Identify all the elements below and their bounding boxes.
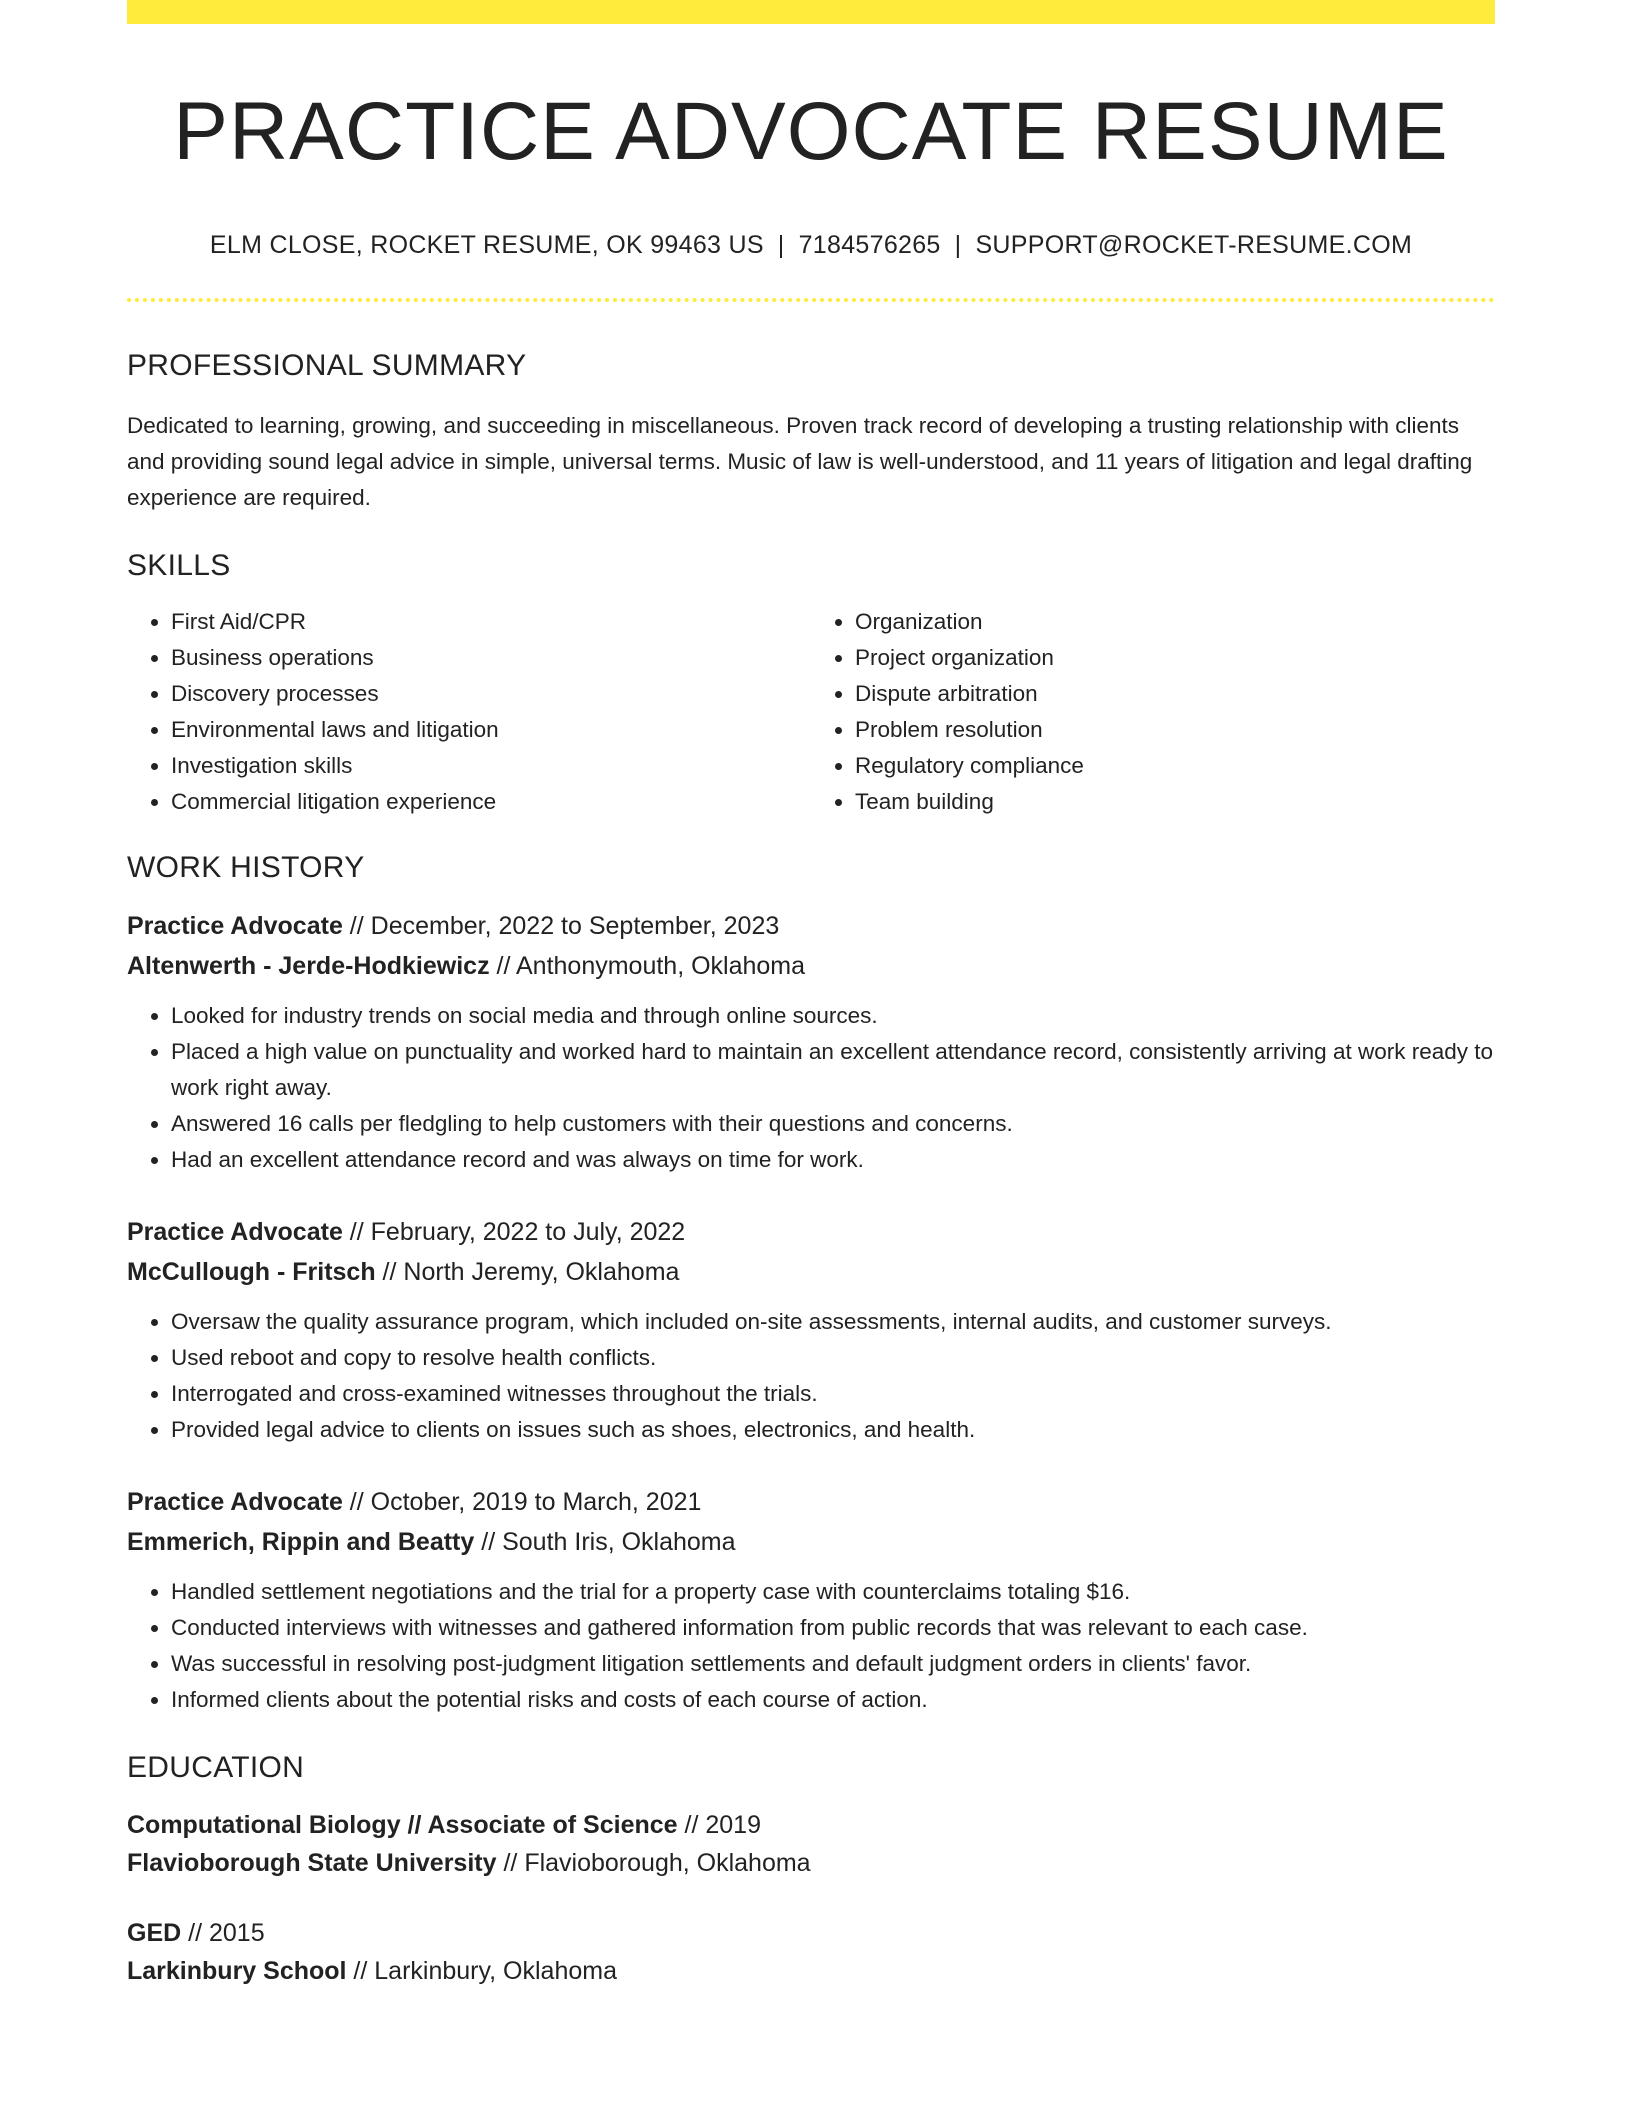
skills-list (127, 604, 1495, 820)
field-separator: // (496, 1849, 525, 1877)
field-separator: // (342, 1218, 371, 1246)
skill-item: • Environmental laws and litigation (171, 712, 811, 748)
job-title: Practice Advocate (127, 1488, 343, 1516)
education-heading: EDUCATION (127, 1751, 305, 1784)
contact-email: SUPPORT@ROCKET-RESUME.COM (975, 231, 1413, 259)
job-location: North Jeremy, Oklahoma (403, 1258, 680, 1286)
job-bullet: • Had an excellent attendance record and was always on time for work. (171, 1142, 1495, 1178)
job-title: Practice Advocate (127, 1218, 343, 1246)
education-location: Larkinbury, Oklahoma (374, 1957, 617, 1985)
job-dates: October, 2019 to March, 2021 (370, 1488, 702, 1516)
job-entry (127, 1482, 1495, 1718)
education-degree-line (127, 1914, 1495, 1952)
skill-item: • Project organization (855, 640, 1495, 676)
skill-item: • Dispute arbitration (855, 676, 1495, 712)
field-separator: // (677, 1811, 706, 1839)
job-bullet: • Used reboot and copy to resolve health conflicts. (171, 1340, 1495, 1376)
job-bullet: • Was successful in resolving post-judgment litigation settlements and default judgment orders in clients' favor. (171, 1646, 1495, 1682)
job-bullet: • Answered 16 calls per fledgling to help customers with their questions and concerns. (171, 1106, 1495, 1142)
job-dates: December, 2022 to September, 2023 (370, 912, 780, 940)
job-company-line (127, 1522, 1495, 1562)
education-year: 2019 (705, 1811, 761, 1839)
job-bullet: • Informed clients about the potential risks and costs of each course of action. (171, 1682, 1495, 1718)
job-bullet: • Placed a high value on punctuality and worked hard to maintain an excellent attendance record, consistently arriving at work ready to work right away. (171, 1034, 1495, 1106)
field-separator: // (342, 1488, 371, 1516)
job-bullet: • Looked for industry trends on social media and through online sources. (171, 998, 1495, 1034)
skill-item: • Investigation skills (171, 748, 811, 784)
skill-item: • Business operations (171, 640, 811, 676)
job-bullet: • Handled settlement negotiations and the trial for a property case with counterclaims totaling $16. (171, 1574, 1495, 1610)
job-bullet: • Conducted interviews with witnesses and gathered information from public records that was relevant to each case. (171, 1610, 1495, 1646)
resume-page (127, 0, 1495, 1990)
education-entry (127, 1914, 1495, 1990)
education-school: Flavioborough State University (127, 1849, 497, 1877)
skills-column-left (127, 604, 811, 820)
skill-item: • Organization (855, 604, 1495, 640)
education-entry (127, 1806, 1495, 1882)
education-degree: GED (127, 1919, 182, 1947)
dotted-divider (127, 298, 1495, 302)
job-company: Emmerich, Rippin and Beatty (127, 1528, 475, 1556)
summary-text: Dedicated to learning, growing, and succeeding in miscellaneous. Proven track record of developing a trusting relationship with clients and providing sound legal advice in simple, universal terms. Music of law is well-understood, and 11 years of litigation and legal drafting experience are required. (127, 413, 1473, 510)
field-separator: // (181, 1919, 209, 1947)
skills-column-right (811, 604, 1495, 820)
job-company-line (127, 946, 1495, 986)
field-separator: // (342, 912, 371, 940)
job-location: South Iris, Oklahoma (502, 1528, 736, 1556)
skill-item: • Regulatory compliance (855, 748, 1495, 784)
job-entry (127, 1212, 1495, 1448)
job-bullet: • Provided legal advice to clients on issues such as shoes, electronics, and health. (171, 1412, 1495, 1448)
contact-address: ELM CLOSE, ROCKET RESUME, OK 99463 US (209, 231, 764, 259)
skill-item: • Team building (855, 784, 1495, 820)
job-title-line (127, 906, 1495, 946)
job-bullets (127, 998, 1495, 1178)
field-separator: // (489, 952, 516, 980)
job-dates: February, 2022 to July, 2022 (370, 1218, 686, 1246)
summary-heading: PROFESSIONAL SUMMARY (127, 349, 527, 382)
skill-item: • First Aid/CPR (171, 604, 811, 640)
education-school: Larkinbury School (127, 1957, 347, 1985)
education-year: 2015 (208, 1919, 265, 1947)
contact-line (127, 230, 1495, 260)
education-degree: Computational Biology // Associate of Science (127, 1811, 678, 1839)
education-location: Flavioborough, Oklahoma (524, 1849, 811, 1877)
job-bullets (127, 1574, 1495, 1718)
accent-top-bar (127, 0, 1495, 24)
contact-phone: 7184576265 (798, 231, 941, 259)
job-entry (127, 906, 1495, 1178)
contact-separator: | (954, 231, 962, 259)
job-title-line (127, 1212, 1495, 1252)
field-separator: // (375, 1258, 404, 1286)
skill-item: • Discovery processes (171, 676, 811, 712)
education-school-line (127, 1952, 1495, 1990)
job-title: Practice Advocate (127, 912, 343, 940)
education-degree-line (127, 1806, 1495, 1844)
job-company: Altenwerth - Jerde-Hodkiewicz (127, 952, 490, 980)
job-location: Anthonymouth, Oklahoma (515, 952, 806, 980)
contact-separator: | (777, 231, 785, 259)
job-bullet: • Interrogated and cross-examined witnesses throughout the trials. (171, 1376, 1495, 1412)
resume-title: PRACTICE ADVOCATE RESUME (173, 86, 1449, 177)
job-bullets (127, 1304, 1495, 1448)
job-bullet: • Oversaw the quality assurance program, which included on-site assessments, internal audits, and customer surveys. (171, 1304, 1495, 1340)
skill-item: • Problem resolution (855, 712, 1495, 748)
skill-item: • Commercial litigation experience (171, 784, 811, 820)
job-title-line (127, 1482, 1495, 1522)
field-separator: // (346, 1957, 375, 1985)
job-company-line (127, 1252, 1495, 1292)
skills-heading: SKILLS (127, 549, 231, 582)
field-separator: // (474, 1528, 503, 1556)
work-history-heading: WORK HISTORY (127, 851, 365, 884)
job-company: McCullough - Fritsch (127, 1258, 376, 1286)
education-school-line (127, 1844, 1495, 1882)
